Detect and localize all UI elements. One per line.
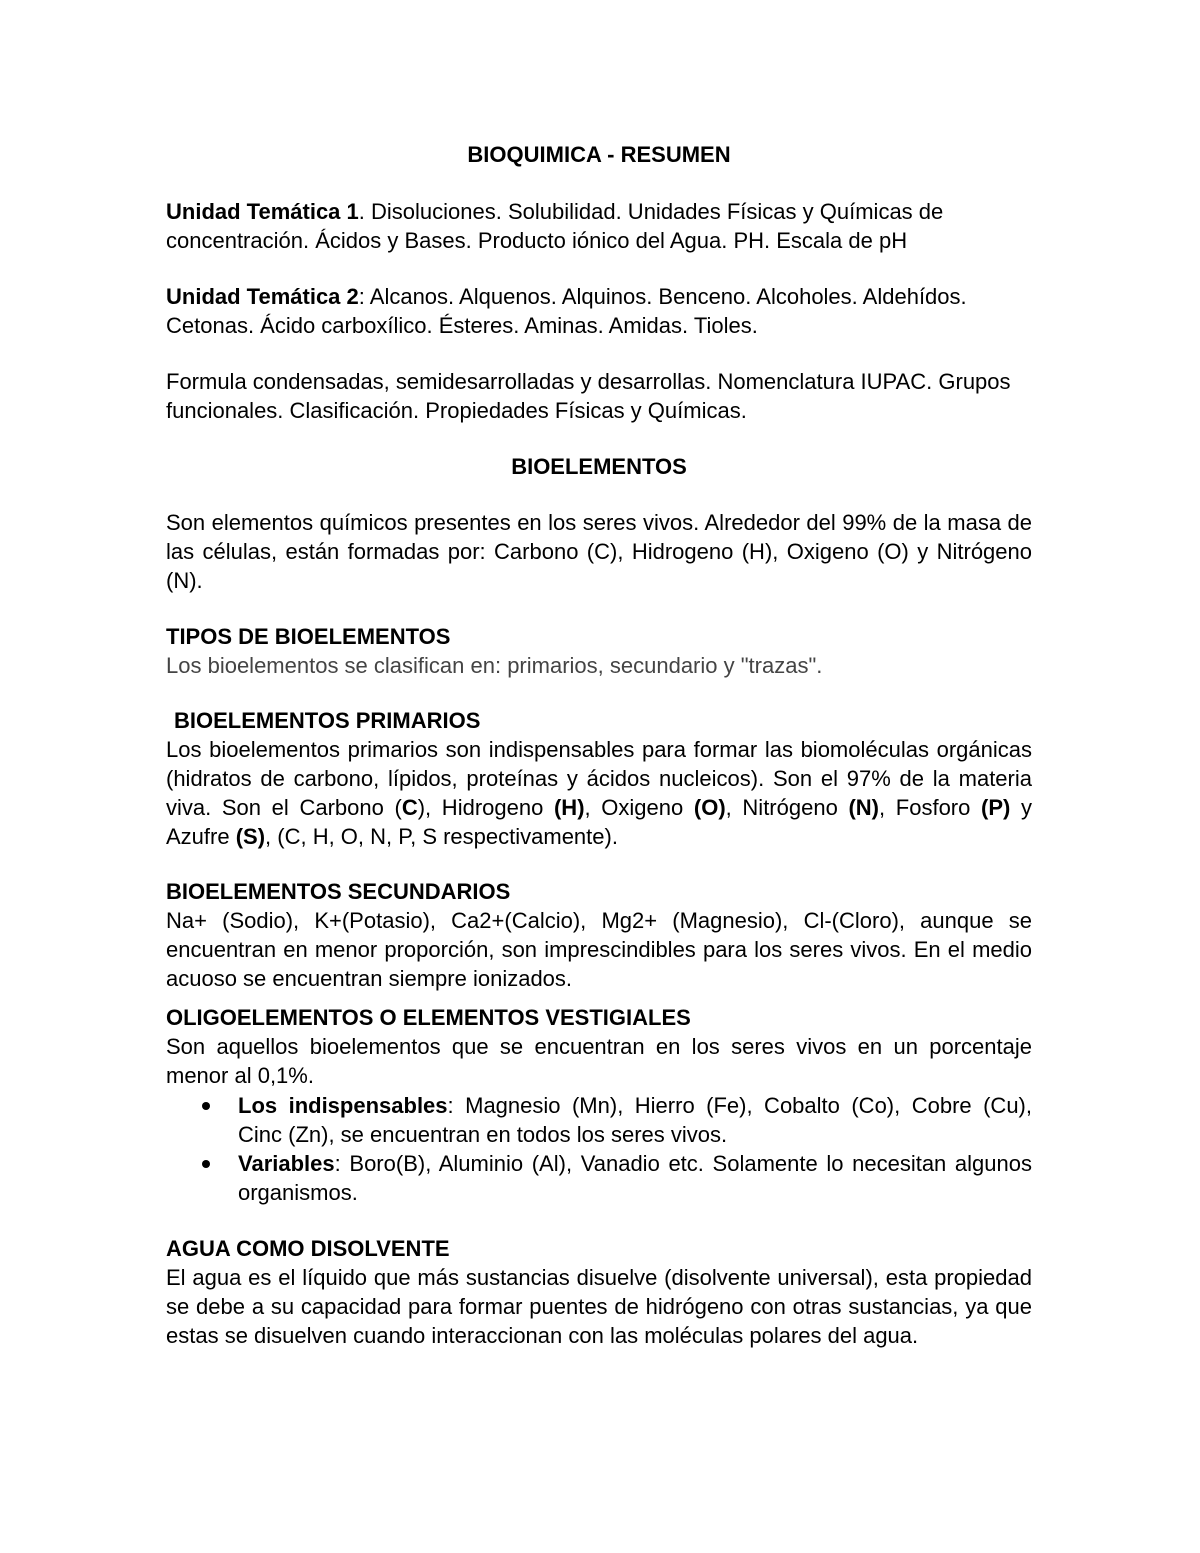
- list-item: [166, 1091, 1032, 1149]
- primarios-text-g: , (C, H, O, N, P, S respectivamente).: [265, 824, 618, 849]
- oligo-heading: OLIGOELEMENTOS O ELEMENTOS VESTIGIALES: [166, 1005, 691, 1030]
- secundarios-paragraph: Na+ (Sodio), K+(Potasio), Ca2+(Calcio), Mg2+ (Magnesio), Cl-(Cloro), aunque se encuentran en menor proporción, son imprescindibles para los seres vivos. En el medio acuoso se encuentran siempre ionizados.: [166, 908, 1032, 991]
- bioelementos-heading: BIOELEMENTOS: [511, 454, 687, 479]
- primarios-heading: BIOELEMENTOS PRIMARIOS: [174, 708, 481, 733]
- primarios-symbol-n: (N): [848, 795, 880, 820]
- bullet-text: : Boro(B), Aluminio (Al), Vanadio etc. Solamente lo necesitan algunos organismos.: [238, 1151, 1032, 1205]
- primarios-symbol-p: (P): [981, 795, 1011, 820]
- primarios-text-f: y Azufre: [166, 795, 1032, 849]
- primarios-text-d: , Nitrógeno: [725, 795, 849, 820]
- primarios-paragraph: [166, 735, 1032, 851]
- bullet-label: Variables: [238, 1151, 335, 1176]
- agua-paragraph: El agua es el líquido que más sustancias disuelve (disolvente universal), esta propiedad se debe a su capacidad para formar puentes de hidrógeno con otras sustancias, ya que estas se disuelven cuando interaccionan con las moléculas polares del agua.: [166, 1265, 1032, 1348]
- unidad-2-text: : Alcanos. Alquenos. Alquinos. Benceno. Alcoholes. Aldehídos. Cetonas. Ácido carboxílico. Ésteres. Aminas. Amidas. Tioles.: [166, 284, 967, 338]
- primarios-symbol-o: (O): [693, 795, 726, 820]
- bullet-text: : Magnesio (Mn), Hierro (Fe), Cobalto (Co), Cobre (Cu), Cinc (Zn), se encuentran en todos los seres vivos.: [238, 1093, 1032, 1147]
- bullet-icon: [202, 1102, 210, 1110]
- unidad-1-label: Unidad Temática 1: [166, 199, 359, 224]
- oligo-bullet-list: [166, 1091, 1032, 1207]
- bullet-icon: [202, 1160, 210, 1168]
- primarios-symbol-s: (S): [235, 824, 266, 849]
- unidad-2-paragraph: [166, 282, 1032, 340]
- unidad-2-label: Unidad Temática 2: [166, 284, 359, 309]
- secundarios-heading: BIOELEMENTOS SECUNDARIOS: [166, 879, 511, 904]
- primarios-text-b: ), Hidrogeno: [417, 795, 554, 820]
- unidad-1-paragraph: [166, 197, 1032, 255]
- tipos-paragraph: Los bioelementos se clasifican en: primarios, secundario y "trazas".: [166, 653, 823, 678]
- bioelementos-paragraph: Son elementos químicos presentes en los seres vivos. Alrededor del 99% de la masa de las células, están formadas por: Carbono (C), Hidrogeno (H), Oxigeno (O) y Nitrógeno (N).: [166, 510, 1032, 593]
- agua-heading: AGUA COMO DISOLVENTE: [166, 1236, 450, 1261]
- list-item: [166, 1149, 1032, 1207]
- formula-paragraph: Formula condensadas, semidesarrolladas y desarrollas. Nomenclatura IUPAC. Grupos funcionales. Clasificación. Propiedades Físicas y Químicas.: [166, 369, 1011, 423]
- bullet-label: Los indispensables: [238, 1093, 448, 1118]
- primarios-text-a: Los bioelementos primarios son indispensables para formar las biomoléculas orgánicas (hidratos de carbono, lípidos, proteínas y ácidos nucleicos). Son el 97% de la materia viva. Son el Carbono (: [166, 737, 1032, 820]
- primarios-text-c: , Oxigeno: [584, 795, 694, 820]
- document-content: [166, 140, 1032, 1350]
- tipos-heading: TIPOS DE BIOELEMENTOS: [166, 624, 451, 649]
- document-title: BIOQUIMICA - RESUMEN: [467, 142, 731, 167]
- primarios-symbol-h: (H): [553, 795, 585, 820]
- unidad-1-text: . Disoluciones. Solubilidad. Unidades Físicas y Químicas de concentración. Ácidos y Bases. Producto iónico del Agua. PH. Escala de pH: [166, 199, 944, 253]
- primarios-text-e: , Fosforo: [879, 795, 982, 820]
- oligo-paragraph: Son aquellos bioelementos que se encuentran en los seres vivos en un porcentaje menor al 0,1%.: [166, 1034, 1032, 1088]
- primarios-symbol-c: C: [401, 795, 418, 820]
